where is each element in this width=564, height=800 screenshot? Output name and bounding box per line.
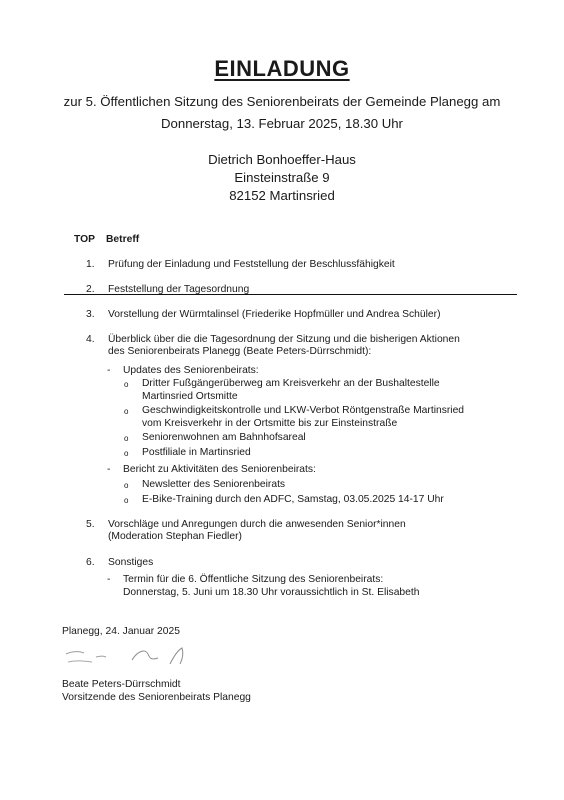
agenda-item-text: Prüfung der Einladung und Feststellung der Beschlussfähigkeit	[108, 259, 395, 270]
agenda-item-text: (Moderation Stephan Fiedler)	[108, 531, 242, 542]
circle-bullet: o	[124, 434, 129, 443]
agenda-item-number: 6.	[86, 557, 95, 568]
sub-item-text: Seniorenwohnen am Bahnhofsareal	[142, 432, 306, 443]
subtitle-line-1: zur 5. Öffentlichen Sitzung des Seniorenbeirats der Gemeinde Planegg am	[63, 94, 501, 109]
handwritten-signature	[62, 644, 192, 670]
agenda-item-text: Feststellung der Tagesordnung	[108, 284, 250, 295]
sub-heading: Updates des Seniorenbeirats:	[123, 365, 259, 376]
sub-item-text: E-Bike-Training durch den ADFC, Samstag, 03.05.2025 14-17 Uhr	[142, 494, 444, 505]
sub-item-text: Newsletter des Seniorenbeirats	[142, 479, 286, 490]
circle-bullet: o	[124, 380, 129, 389]
dash-bullet: -	[107, 464, 111, 475]
sub-item-text: Postfiliale in Martinsried	[142, 447, 251, 458]
horizontal-rule	[64, 294, 517, 295]
agenda-item-text: des Seniorenbeirats Planegg (Beate Peters-Dürrschmidt):	[108, 346, 372, 357]
dash-bullet: -	[107, 365, 111, 376]
location-name: Dietrich Bonhoeffer-Haus	[208, 152, 356, 167]
agenda-item-text: Vorstellung der Würmtalinsel (Friederike Hopfmüller und Andrea Schüler)	[108, 309, 441, 320]
agenda-item-number: 1.	[86, 259, 95, 270]
location-street: Einsteinstraße 9	[234, 170, 330, 185]
document-title: EINLADUNG	[214, 56, 350, 81]
signer-role: Vorsitzende des Seniorenbeirats Planegg	[62, 692, 251, 703]
sub-item-text: Martinsried Ortsmitte	[142, 391, 238, 402]
signer-name: Beate Peters-Dürrschmidt	[62, 679, 181, 690]
sub-heading: Bericht zu Aktivitäten des Seniorenbeirats:	[123, 464, 316, 475]
sub-item-text: vom Kreisverkehr in der Ortsmitte bis zur Einsteinstraße	[142, 418, 398, 429]
circle-bullet: o	[124, 449, 129, 458]
agenda-item-number: 4.	[86, 334, 95, 345]
place-date: Planegg, 24. Januar 2025	[62, 626, 180, 637]
agenda-item-text: Sonstiges	[108, 557, 154, 568]
agenda-item-number: 5.	[86, 519, 95, 530]
agenda-header-subject: Betreff	[106, 234, 140, 245]
circle-bullet: o	[124, 496, 129, 505]
sub-item-text: Termin für die 6. Öffentliche Sitzung des Seniorenbeirats:	[123, 574, 384, 585]
subtitle-line-2: Donnerstag, 13. Februar 2025, 18.30 Uhr	[161, 116, 403, 131]
agenda-item-text: Vorschläge und Anregungen durch die anwesenden Senior*innen	[108, 519, 406, 530]
agenda-item-number: 2.	[86, 284, 95, 295]
sub-item-text: Geschwindigkeitskontrolle und LKW-Verbot Röntgenstraße Martinsried	[142, 405, 465, 416]
circle-bullet: o	[124, 481, 129, 490]
circle-bullet: o	[124, 407, 129, 416]
location-city: 82152 Martinsried	[229, 188, 335, 203]
dash-bullet: -	[107, 574, 111, 585]
agenda-item-text: Überblick über die die Tagesordnung der Sitzung und die bisherigen Aktionen	[108, 334, 460, 345]
sub-item-text: Donnerstag, 5. Juni um 18.30 Uhr voraussichtlich in St. Elisabeth	[123, 587, 420, 598]
sub-item-text: Dritter Fußgängerüberweg am Kreisverkehr an der Bushaltestelle	[142, 378, 440, 389]
agenda-header-top: TOP	[74, 234, 95, 245]
agenda-item-number: 3.	[86, 309, 95, 320]
